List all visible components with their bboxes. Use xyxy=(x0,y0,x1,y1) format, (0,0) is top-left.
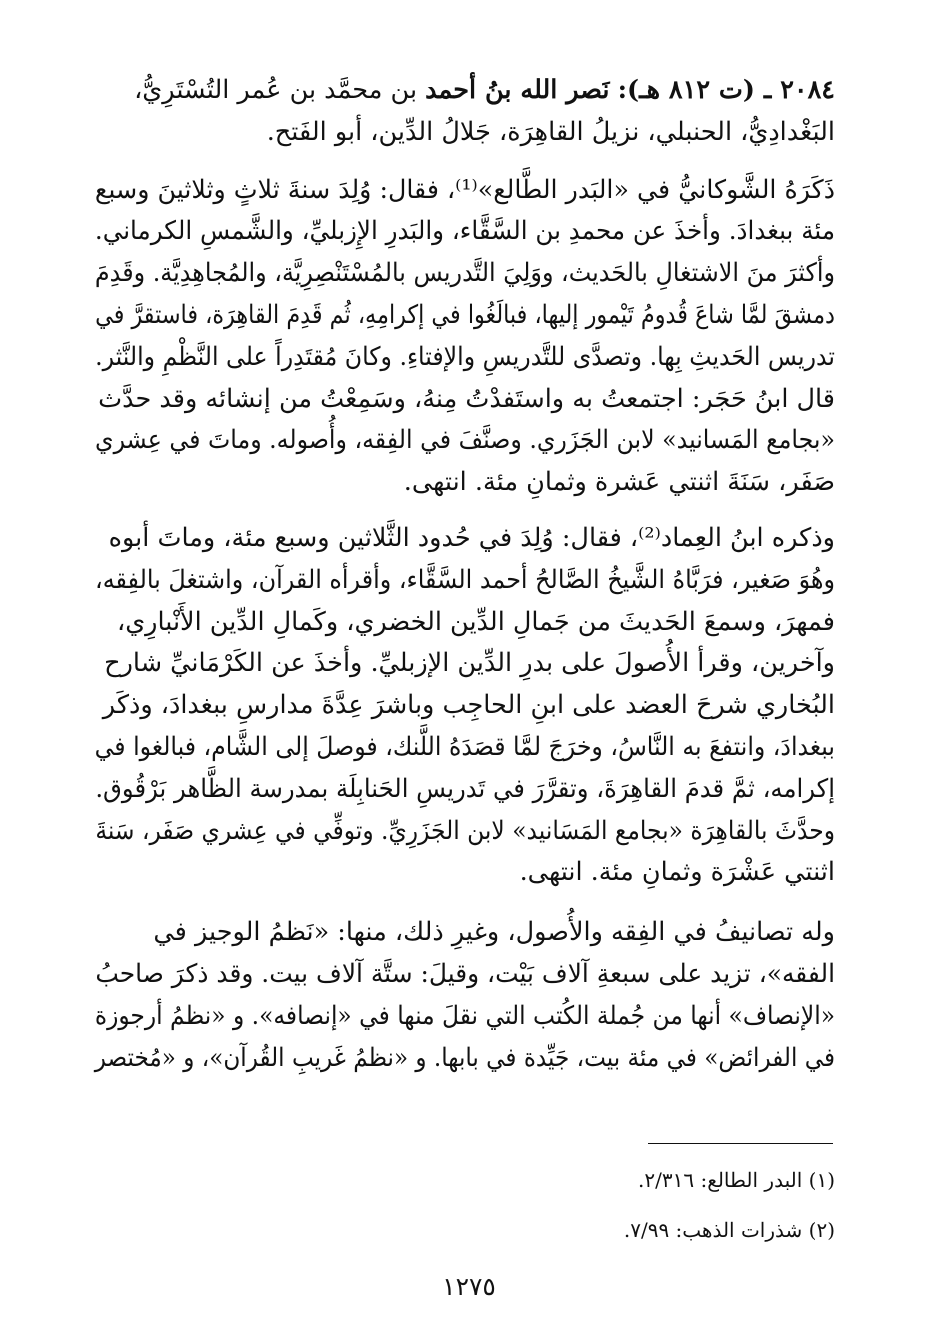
text-line: البُخاري شرحَ العضد على ابنِ الحاجِب وباشرَ عِدَّةَ مدارسِ ببغدادَ، وذكَر xyxy=(102,690,835,721)
footnote-divider xyxy=(648,1143,833,1144)
entry-heading xyxy=(95,70,835,154)
paragraph-ibn-imad xyxy=(95,518,835,894)
text-line: صَفَر، سَنَةَ اثنتي عَشرة وثمانِ مئة. انتهى. xyxy=(403,467,835,498)
text-line: وآخرين، وقرأ الأُصولَ على بدرِ الدِّين الإزبليِّ. وأخذَ عن الكَرْمَانيِّ شارح xyxy=(104,648,835,679)
text-line: مئة ببغدادَ. وأخذَ عن محمدِ بن السَّقَّاء، والبَدرِ الإِزبليِّ، والشَّمسِ الكرماني. xyxy=(94,216,836,247)
text-line: تدريس الحَديثِ بِها. وتصدَّى للتَّدريسِ والإفتاءِ. وكانَ مُقتَدِراً على النَّظْمِ والنَّثر. xyxy=(95,341,835,372)
text-line: ببغدادَ، وانتفعَ به النَّاسُ، وخرَجَ لمَّا قصَدَهُ اللَّنك، فوصلَ إلى الشَّام، فبالغوا في xyxy=(94,731,836,762)
page-body xyxy=(95,70,835,1079)
text-line: فمهرَ، وسمعَ الحَديثَ من جَمالِ الدِّين الخضري، وكَمالِ الدِّين الأَنْبارِي، xyxy=(116,606,835,637)
text-line: اثنتي عَشْرَة وثمانِ مئة. انتهى. xyxy=(519,857,835,888)
text-line: وله تصانيفُ في الفِقه والأُصول، وغيرِ ذلك، منها: «نَظمُ الوجيز في xyxy=(153,917,835,948)
footnote-2: (٢) شذرات الذهب: ٧/٩٩. xyxy=(623,1218,835,1242)
entry-name: نَصر الله بنُ أحمد xyxy=(425,75,610,105)
footnote-1: (١) البدر الطالع: ٢/٣١٦. xyxy=(638,1168,835,1192)
text-line: وذكره ابنُ العِماد⁽²⁾، فقال: وُلِدَ في حُدود الثَّلاثين وسبع مئة، وماتَ أبوه xyxy=(108,522,835,553)
text-line: الفقه»، تزيد على سبعةِ آلاف بَيْت، وقيلَ: ستَّة آلاف بيت. وقد ذكرَ صاحبُ xyxy=(95,958,836,989)
text-line: في الفرائض» في مئة بيت، جَيِّدة في بابها. و «نظمُ غَريبِ القُرآن»، و «مُختصر xyxy=(94,1042,835,1073)
text-line: قال ابنُ حَجَر: اجتمعتُ به واستَفدْتُ مِنهُ، وسَمِعْتُ من إنشائه وقد حدَّث xyxy=(98,383,835,414)
text-line: وهُوَ صَغير، فرَبَّاهُ الشَّيخُ الصَّالحُ أحمد السَّقَّاء، وأقرأه القرآن، واشتغلَ بالفِقه، xyxy=(95,564,836,595)
entry-number-date: ٢٠٨٤ ـ (ت ٨١٢ هـ): xyxy=(617,75,835,105)
text-line: دمشقَ لمَّا شاعَ قُدومُ تَيْمور إليها، فبالَغُوا في إكرامِهِ، ثُم قَدِمَ القاهِرَة، فاستقرَّ في xyxy=(95,299,835,330)
text-line: «الإنصاف» أنها من جُملة الكُتب التي نقلَ منها في «إنصافه». و «نظمُ أرجوزة xyxy=(94,1000,836,1031)
paragraph-works xyxy=(95,912,835,1079)
footnotes xyxy=(95,1155,835,1255)
text-line: إكرامه، ثمَّ قدمَ القاهِرَةَ، وتقرَّرَ في تَدريسِ الحَنابِلَة بمدرسة الظَّاهر بَرْقُوق. xyxy=(95,773,835,804)
paragraph-shawkani xyxy=(95,170,835,504)
entry-lineage: بن محمَّد بن عُمر التُسْتَرِيُّ، xyxy=(134,75,418,105)
text-line: «بجامع المَسانيد» لابن الجَزَري. وصنَّفَ في الفِقه، وأُصوله. وماتَ في عِشري xyxy=(95,425,835,456)
page-number: ١٢٧٥ xyxy=(442,1272,496,1301)
text-line: ذَكَرَهُ الشَّوكانيُّ في «البَدر الطَّالع»⁽¹⁾، فقال: وُلِدَ سنةَ ثلاثٍ وثلاثينَ وسبع xyxy=(94,174,835,205)
entry-line-2: البَغْدادِيُّ، الحنبلي، نزيلُ القاهِرَة، جَلالُ الدِّين، أبو الفَتح. xyxy=(266,116,835,147)
text-line: وحدَّثَ بالقاهِرَة «بجامع المَسَانيد» لابن الجَزَرِيِّ. وتوفِّي في عِشري صَفَر، سَنةَ xyxy=(95,815,836,846)
entry-line-1 xyxy=(95,70,835,112)
text-line: وأكثرَ منَ الاشتغالِ بالحَديث، ووَلِيَ التَّدريس بالمُسْتَنْصِرِيَّة، والمُجاهِدِيَّة. وقَدِمَ xyxy=(94,258,835,289)
